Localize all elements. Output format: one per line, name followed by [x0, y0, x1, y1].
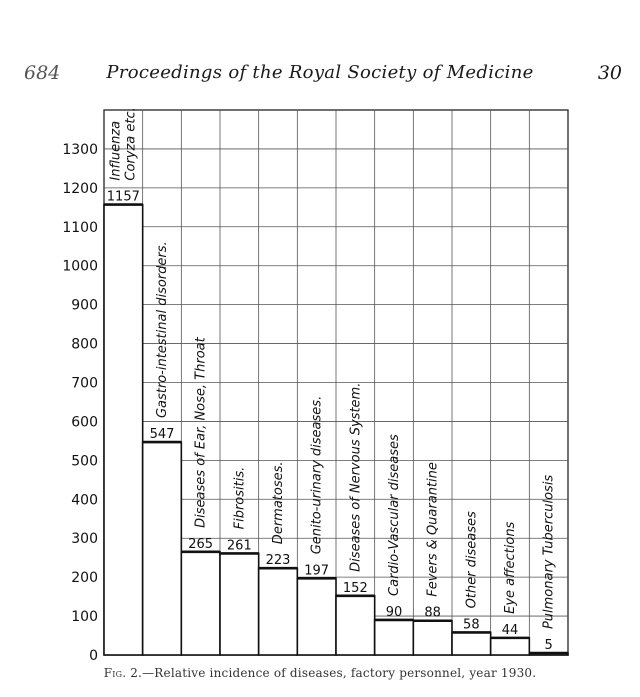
- y-tick-label: 1300: [62, 141, 98, 158]
- y-tick-label: 800: [71, 336, 98, 353]
- bar-value-label: 1157: [106, 189, 140, 205]
- bar-value-label: 547: [149, 427, 175, 443]
- bar: [143, 442, 182, 655]
- tick-layer: [62, 142, 98, 664]
- bar: [181, 552, 220, 655]
- bar: [259, 568, 298, 655]
- bar-value-label: 90: [385, 604, 403, 620]
- y-tick-label: 1100: [62, 219, 98, 236]
- bar: [491, 638, 530, 655]
- y-tick-label: 600: [71, 414, 98, 431]
- y-tick-label: 700: [71, 375, 98, 392]
- bar: [452, 632, 491, 655]
- bar: [104, 205, 143, 655]
- bar: [413, 621, 452, 655]
- y-tick-label: 200: [71, 570, 98, 587]
- page-number: 684: [24, 62, 61, 84]
- bar: [297, 578, 336, 655]
- bar: [336, 596, 375, 655]
- volume-number: 30: [597, 62, 622, 84]
- category-label: Fibrositis.: [232, 466, 248, 530]
- bar-value-label: 58: [463, 617, 480, 633]
- y-tick-label: 0: [89, 648, 98, 664]
- bar: [220, 553, 259, 655]
- bar-value-label: 197: [304, 563, 330, 579]
- y-tick-label: 400: [71, 492, 98, 509]
- y-tick-label: 1200: [62, 180, 98, 197]
- category-label: Diseases of Ear, Nose, Throat: [193, 337, 209, 528]
- category-label: Pulmonary Tuberculosis: [541, 474, 557, 630]
- category-label: Other diseases: [464, 511, 480, 609]
- y-tick-label: 1000: [62, 258, 98, 275]
- bar-value-label: 5: [544, 638, 553, 654]
- bar-value-label: 152: [342, 580, 368, 596]
- figure-label: Fig. 2.: [103, 666, 143, 680]
- bar-value-label: 44: [501, 622, 519, 638]
- figure-caption: [0, 666, 640, 680]
- category-label: Fevers & Quarantine: [425, 462, 441, 597]
- category-label: Dermatoses.: [271, 461, 286, 545]
- bar: [375, 620, 414, 655]
- y-tick-label: 100: [71, 609, 98, 626]
- category-label: Eye affections: [503, 521, 518, 614]
- bar-value-label: 223: [265, 553, 291, 569]
- y-tick-label: 300: [71, 531, 98, 548]
- category-label: Gastro-intestinal disorders.: [155, 241, 170, 419]
- running-title: Proceedings of the Royal Society of Medicine: [106, 62, 534, 83]
- bar-value-label: 261: [226, 538, 252, 554]
- bar-value-label: 88: [424, 605, 441, 621]
- bar-value-label: 265: [188, 536, 214, 552]
- category-label: InfluenzaCoryza etc.: [108, 107, 139, 181]
- y-tick-label: 900: [71, 297, 98, 314]
- y-tick-label: 500: [71, 453, 98, 470]
- caption-text: —Relative incidence of diseases, factory personnel, year 1930.: [142, 666, 537, 680]
- category-label: Diseases of Nervous System.: [348, 382, 364, 572]
- category-label: Cardio-Vascular diseases: [387, 434, 402, 596]
- category-label: Genito-urinary diseases.: [309, 395, 325, 555]
